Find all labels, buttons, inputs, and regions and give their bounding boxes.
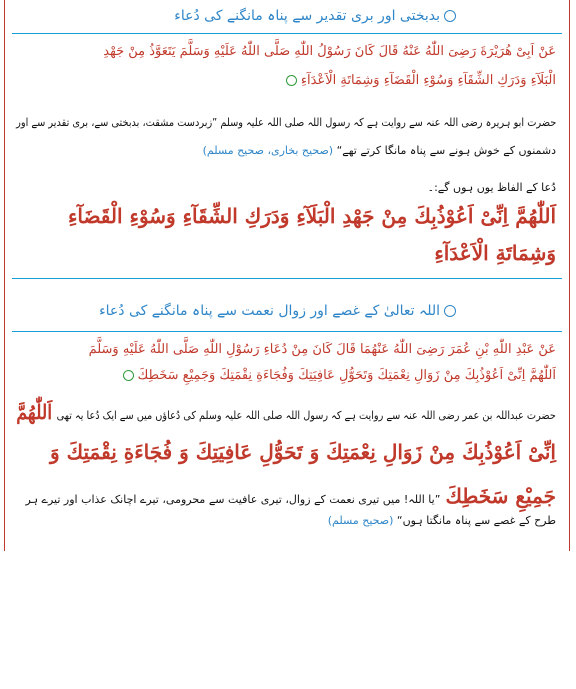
- section2-reference: (صحیح مسلم): [327, 514, 394, 527]
- section2-dua-lead: اَللّٰهُمَّ: [16, 400, 53, 424]
- title-ornament-icon: [444, 305, 456, 317]
- section1-title: بدبختی اور بری تقدیر سے پناہ مانگنے کی دُعاء: [174, 8, 456, 24]
- section2-dua-line2: جَمِیْعِ سَخَطِكَ ”یا اللہ! میں تیری نعمت کے زوال، تیری عافیت سے محرومی، تیرے اچانک عذاب اور تیرے ہر: [25, 484, 556, 508]
- section2-translation-intro: حضرت عبداللہ بن عمر رضی اللہ عنہ سے روایت ہے کہ رسول اللہ صلی اللہ علیہ وسلم کی دُعاؤں میں سے ایک دُعا یہ تھی اَللّٰهُمَّ: [16, 400, 556, 424]
- section1-dua-line1: اَللّٰهُمَّ اِنِّیْ اَعُوْذُبِكَ مِنْ جَهْدِ الْبَلَآءِ وَدَرَكِ الشِّقَآءِ وَسُوْءِ الْقَضَآءِ: [67, 204, 556, 228]
- section2-title: اللہ تعالیٰ کے غصے اور زوال نعمت سے پناہ مانگنے کی دُعاء: [99, 303, 456, 319]
- verse-end-icon: [123, 370, 134, 381]
- section1-reference: (صحیح بخاری، صحیح مسلم): [202, 144, 334, 157]
- section1-translation-line1: حضرت ابو ہریرہ رضی اللہ عنہ سے روایت ہے کہ رسول اللہ صلی اللہ علیہ وسلم ”زبردست مشقت، بدبختی سے، بری تقدیر سے اور: [15, 116, 556, 129]
- section2-hadith-line2: اَللّٰهُمَّ اِنِّیْ اَعُوْذُبِكَ مِنْ زَوَالِ نِعْمَتِكَ وَتَحَوُّلِ عَافِیَتِكَ وَفُجَاءَةِ نِقْمَتِكَ وَجَمِیْعِ سَخَطِكَ: [123, 368, 556, 383]
- section1-intro: دُعا کے الفاظ یوں ہوں گے:۔: [427, 181, 556, 194]
- section1-hadith-line1: عَنْ اَبِیْ هُرَیْرَةَ رَضِیَ اللّٰهُ عَنْهُ قَالَ کَانَ رَسُوْلُ اللّٰهِ صَلَّی اللّٰهُ عَلَیْهِ وَسَلَّمَ یَتَعَوَّذُ مِنْ جَهْدِ: [103, 44, 556, 59]
- section2-hadith-line1: عَنْ عَبْدِ اللّٰهِ بْنِ عُمَرَ رَضِیَ اللّٰهُ عَنْهُمَا قَالَ کَانَ مِنْ دُعَاءِ رَسُوْلِ اللّٰهِ صَلَّی اللّٰهُ عَلَیْهِ وَسَلَّمَ: [88, 342, 556, 357]
- title-ornament-icon: [444, 10, 456, 22]
- section2-divider: [12, 331, 562, 332]
- section1-divider: [12, 33, 562, 34]
- section1-dua-line2: وَشِمَاتَةِ الْاَعْدَآءِ: [434, 241, 556, 265]
- section1-hadith-line2: الْبَلَآءِ وَدَرَكِ الشِّقَآءِ وَسُوْءِ الْقَضَآءِ وَشِمَاتَةِ الْاَعْدَآءِ: [286, 73, 556, 88]
- section1-translation-line2: دشمنوں کے خوش ہونے سے پناہ مانگا کرتے تھے“ (صحیح بخاری، صحیح مسلم): [202, 144, 556, 157]
- verse-end-icon: [286, 75, 297, 86]
- section2-dua-line1: اِنِّیْ اَعُوْذُبِكَ مِنْ زَوَالِ نِعْمَتِكَ وَ تَحَوُّلِ عَافِیَتِكَ وَ فُجَاءَةِ نِقْمَتِكَ وَ: [50, 440, 556, 464]
- section2-translation-last: طرح کے غصے سے پناہ مانگتا ہوں“ (صحیح مسلم): [327, 514, 556, 527]
- section-separator: [12, 278, 562, 279]
